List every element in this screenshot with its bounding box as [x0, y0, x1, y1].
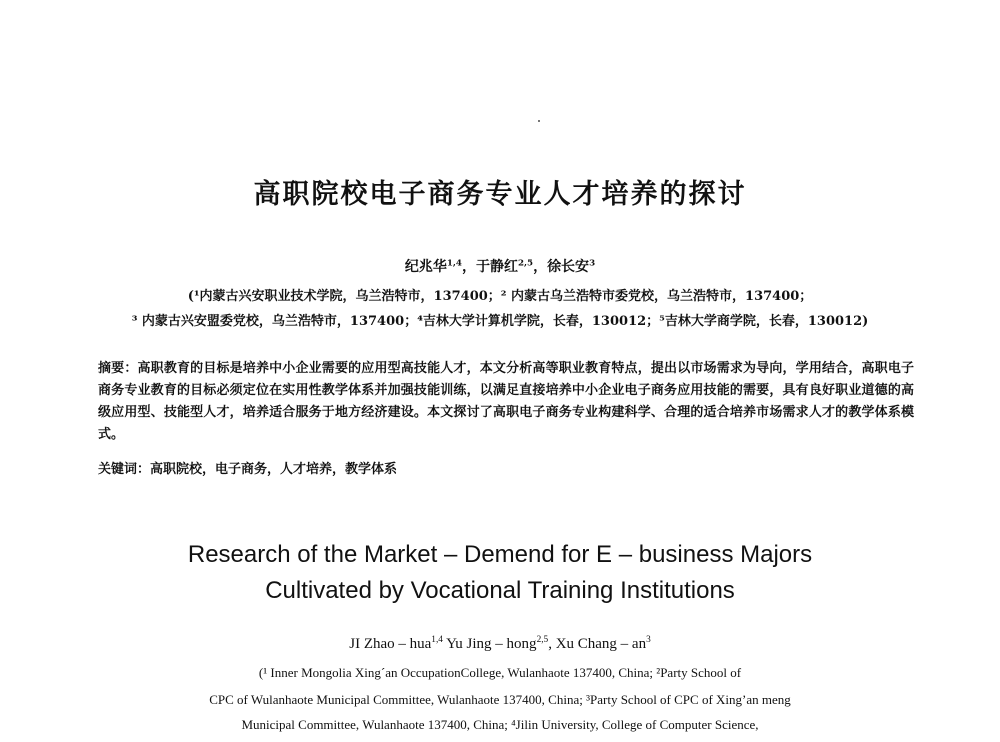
- author-sup: 3: [646, 635, 651, 645]
- chinese-affiliation-line-2: ³ 内蒙古兴安盟委党校，乌兰浩特市，137400；⁴吉林大学计算机学院，长春，130012；⁵吉林大学商学院，长春，130012): [131, 314, 869, 329]
- chinese-title: 高职院校电子商务专业人才培养的探讨: [253, 179, 747, 210]
- english-affiliation-line-1: (¹ Inner Mongolia Xing´an OccupationCollege, Wulanhaote 137400, China; ²Party School of: [258, 665, 742, 680]
- abstract-label: 摘要：: [98, 361, 138, 376]
- author-sep: ，: [533, 259, 548, 275]
- chinese-abstract: [98, 358, 914, 446]
- english-title-line-2: Cultivated by Vocational Training Institutions: [265, 577, 735, 604]
- author-name: Yu Jing – hong: [446, 636, 537, 652]
- english-affiliation-line-2: CPC of Wulanhaote Municipal Committee, Wulanhaote 137400, China; ³Party School of CPC of Xing’an meng: [209, 692, 791, 707]
- author-sup: 1,4: [446, 258, 462, 269]
- author-name: JI Zhao – hua: [349, 636, 432, 652]
- author-sup: 2,5: [517, 258, 534, 269]
- keywords-label: 关键词：: [98, 462, 151, 477]
- author-name: 徐长安: [547, 259, 590, 275]
- abstract-text: 高职教育的目标是培养中小企业需要的应用型高技能人才，本文分析高等职业教育特点，提出以市场需求为导向，学用结合，高职电子商务专业教育的目标必须定位在实用性教学体系并加强技能训练，以满足直接培养中小企业电子商务应用技能的需要，具有良好职业道德的高级应用型、技能型人才，培养适合服务于地方经济建设。本文探讨了高职电子商务专业构建科学、合理的适合培养市场需求人才的教学体系模式。: [98, 361, 914, 442]
- chinese-keywords: [98, 458, 914, 477]
- english-authors: [0, 636, 1000, 653]
- speck-dot: [538, 120, 540, 122]
- author-sup: 1,4: [431, 635, 443, 645]
- author-sup: 2,5: [536, 635, 549, 645]
- author-sup: 3: [589, 258, 596, 269]
- chinese-authors: [0, 256, 1000, 276]
- author-name: 于静红: [475, 259, 518, 275]
- keywords-text: 高职院校，电子商务，人才培养，教学体系: [150, 462, 398, 477]
- author-name: Xu Chang – an: [555, 636, 647, 652]
- english-affiliation-line-3: Municipal Committee, Wulanhaote 137400, China; ⁴Jilin University, College of Computer Science,: [241, 717, 759, 732]
- chinese-affiliation-line-1: (¹内蒙古兴安职业技术学院，乌兰浩特市，137400；² 内蒙古乌兰浩特市委党校，乌兰浩特市，137400；: [187, 289, 813, 304]
- author-sep: ,: [548, 636, 556, 652]
- english-title-line-1: Research of the Market – Demend for E – business Majors: [187, 541, 813, 568]
- author-sep: ，: [461, 259, 476, 275]
- author-name: 纪兆华: [404, 259, 447, 275]
